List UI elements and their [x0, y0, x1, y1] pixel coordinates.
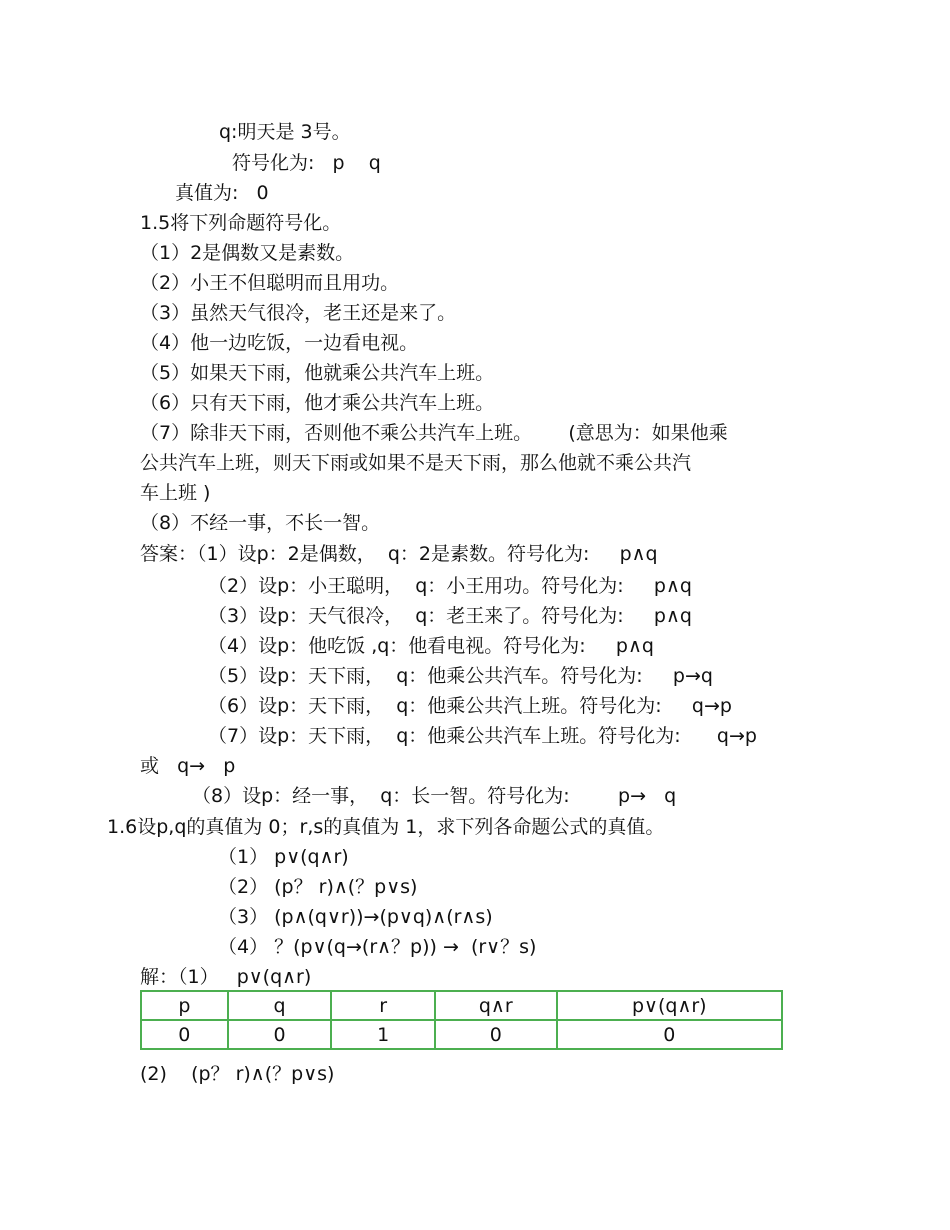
line-q-def: q:明天是 3号。: [219, 121, 351, 143]
heading-1-6: 1.6设p,q的真值为 0；r,s的真值为 1，求下列各命题公式的真值。: [107, 816, 665, 838]
answer-8: （8）设p：经一事， q：长一智。符号化为: p→ q: [192, 785, 677, 807]
item-3: （3）虽然天气很冷，老王还是来了。: [140, 302, 457, 324]
header-cell-q-and-r: q∧r: [435, 991, 557, 1020]
heading-1-5: 1.5将下列命题符号化。: [140, 212, 342, 234]
item-1: （1）2是偶数又是素数。: [140, 242, 355, 264]
item-5: （5）如果天下雨，他就乘公共汽车上班。: [140, 362, 495, 384]
header-cell-result: p∨(q∧r): [557, 991, 782, 1020]
answer-7-alt: 或 q→ p: [140, 755, 236, 777]
header-cell-q: q: [228, 991, 332, 1020]
solution-2: (2) (p？ r)∧(？p∨s): [140, 1063, 335, 1085]
truth-table-header: [141, 991, 782, 1020]
item-2: （2）小王不但聪明而且用功。: [140, 272, 400, 294]
cell-q: 0: [228, 1020, 332, 1049]
answer-2: （2）设p：小王聪明， q：小王用功。符号化为: p∧q: [208, 575, 692, 597]
answer-4: （4）设p：他吃饭 ,q：他看电视。符号化为: p∧q: [208, 635, 654, 657]
item-8: （8）不经一事，不长一智。: [140, 512, 381, 534]
formula-1: （1） p∨(q∧r): [218, 846, 349, 868]
solution-1: 解：（1） p∨(q∧r): [140, 966, 312, 988]
item-7-cont: 公共汽车上班，则天下雨或如果不是天下雨，那么他就不乘公共汽: [140, 452, 692, 474]
answer-3: （3）设p：天气很冷， q：老王来了。符号化为: p∧q: [208, 605, 692, 627]
cell-p: 0: [141, 1020, 228, 1049]
answer-1: 答案：（1）设p：2是偶数， q：2是素数。符号化为: p∧q: [140, 543, 658, 565]
formula-2: （2） (p？ r)∧(？p∨s): [218, 876, 418, 898]
answer-7: （7）设p：天下雨， q：他乘公共汽车上班。符号化为: q→p: [208, 725, 757, 747]
item-6: （6）只有天下雨，他才乘公共汽车上班。: [140, 392, 495, 414]
cell-r: 1: [331, 1020, 435, 1049]
cell-result: 0: [557, 1020, 782, 1049]
line-symbolize: 符号化为: p q: [232, 152, 381, 174]
item-7-end: 车上班 ): [140, 482, 211, 504]
line-truth: 真值为: 0: [175, 182, 269, 204]
header-cell-r: r: [331, 991, 435, 1020]
truth-table-row: [141, 1020, 782, 1049]
answer-6: （6）设p：天下雨， q：他乘公共汽上班。符号化为: q→p: [208, 695, 732, 717]
item-4: （4）他一边吃饭，一边看电视。: [140, 332, 419, 354]
answer-5: （5）设p：天下雨， q：他乘公共汽车。符号化为: p→q: [208, 665, 713, 687]
formula-4: （4） ？(p∨(q→(r∧？p)) → (r∨？s): [218, 936, 537, 958]
formula-3: （3） (p∧(q∨r))→(p∨q)∧(r∧s): [218, 906, 493, 928]
item-7: （7）除非天下雨，否则他不乘公共汽车上班。 (意思为：如果他乘: [140, 422, 728, 444]
header-cell-p: p: [141, 991, 228, 1020]
cell-q-and-r: 0: [435, 1020, 557, 1049]
truth-table: [140, 990, 783, 1050]
